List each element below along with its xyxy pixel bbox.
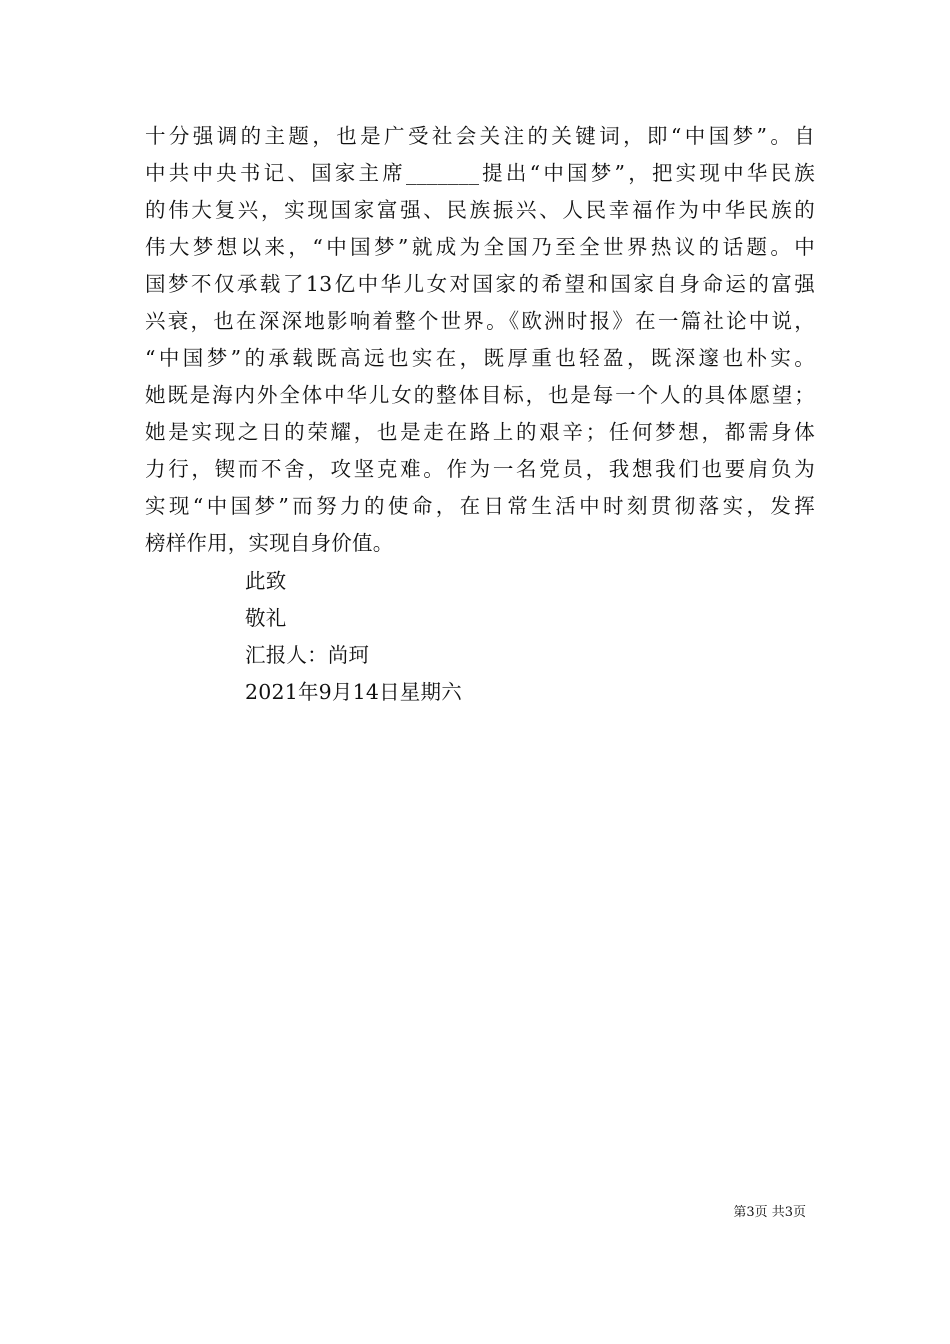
body-line: 中共中央书记、国家主席_______提出“中国梦”，把实现中华民族 — [145, 161, 815, 185]
body-line: 兴衰，也在深深地影响着整个世界。《欧洲时报》在一篇社论中说， — [145, 309, 815, 333]
body-line: 国梦不仅承载了13亿中华儿女对国家的希望和国家自身命运的富强 — [145, 272, 815, 296]
page-number-footer: 第3页 共3页 — [733, 1205, 806, 1220]
body-line: 十分强调的主题，也是广受社会关注的关键词，即“中国梦”。自 — [145, 124, 815, 148]
body-line: 力行，锲而不舍，攻坚克难。作为一名党员，我想我们也要肩负为 — [145, 457, 815, 481]
body-line: “中国梦”的承载既高远也实在，既厚重也轻盈，既深邃也朴实。 — [145, 346, 815, 370]
body-line: 她既是海内外全体中华儿女的整体目标，也是每一个人的具体愿望； — [145, 383, 815, 407]
body-line: 榜样作用，实现自身价值。 — [145, 531, 394, 555]
body-line: 伟大梦想以来，“中国梦”就成为全国乃至全世界热议的话题。中 — [145, 235, 815, 259]
salutation-jing-li: 敬礼 — [245, 606, 287, 630]
report-date: 2021年9月14日星期六 — [245, 680, 462, 704]
body-line: 实现“中国梦”而努力的使命，在日常生活中时刻贯彻落实，发挥 — [145, 494, 815, 518]
salutation-ci-zhi: 此致 — [245, 569, 287, 593]
body-line: 她是实现之日的荣耀，也是走在路上的艰辛；任何梦想，都需身体 — [145, 420, 815, 444]
report-body-paragraph — [145, 118, 815, 562]
reporter-signature: 汇报人：尚珂 — [245, 643, 370, 667]
body-line: 的伟大复兴，实现国家富强、民族振兴、人民幸福作为中华民族的 — [145, 198, 815, 222]
closing-block — [245, 563, 745, 711]
